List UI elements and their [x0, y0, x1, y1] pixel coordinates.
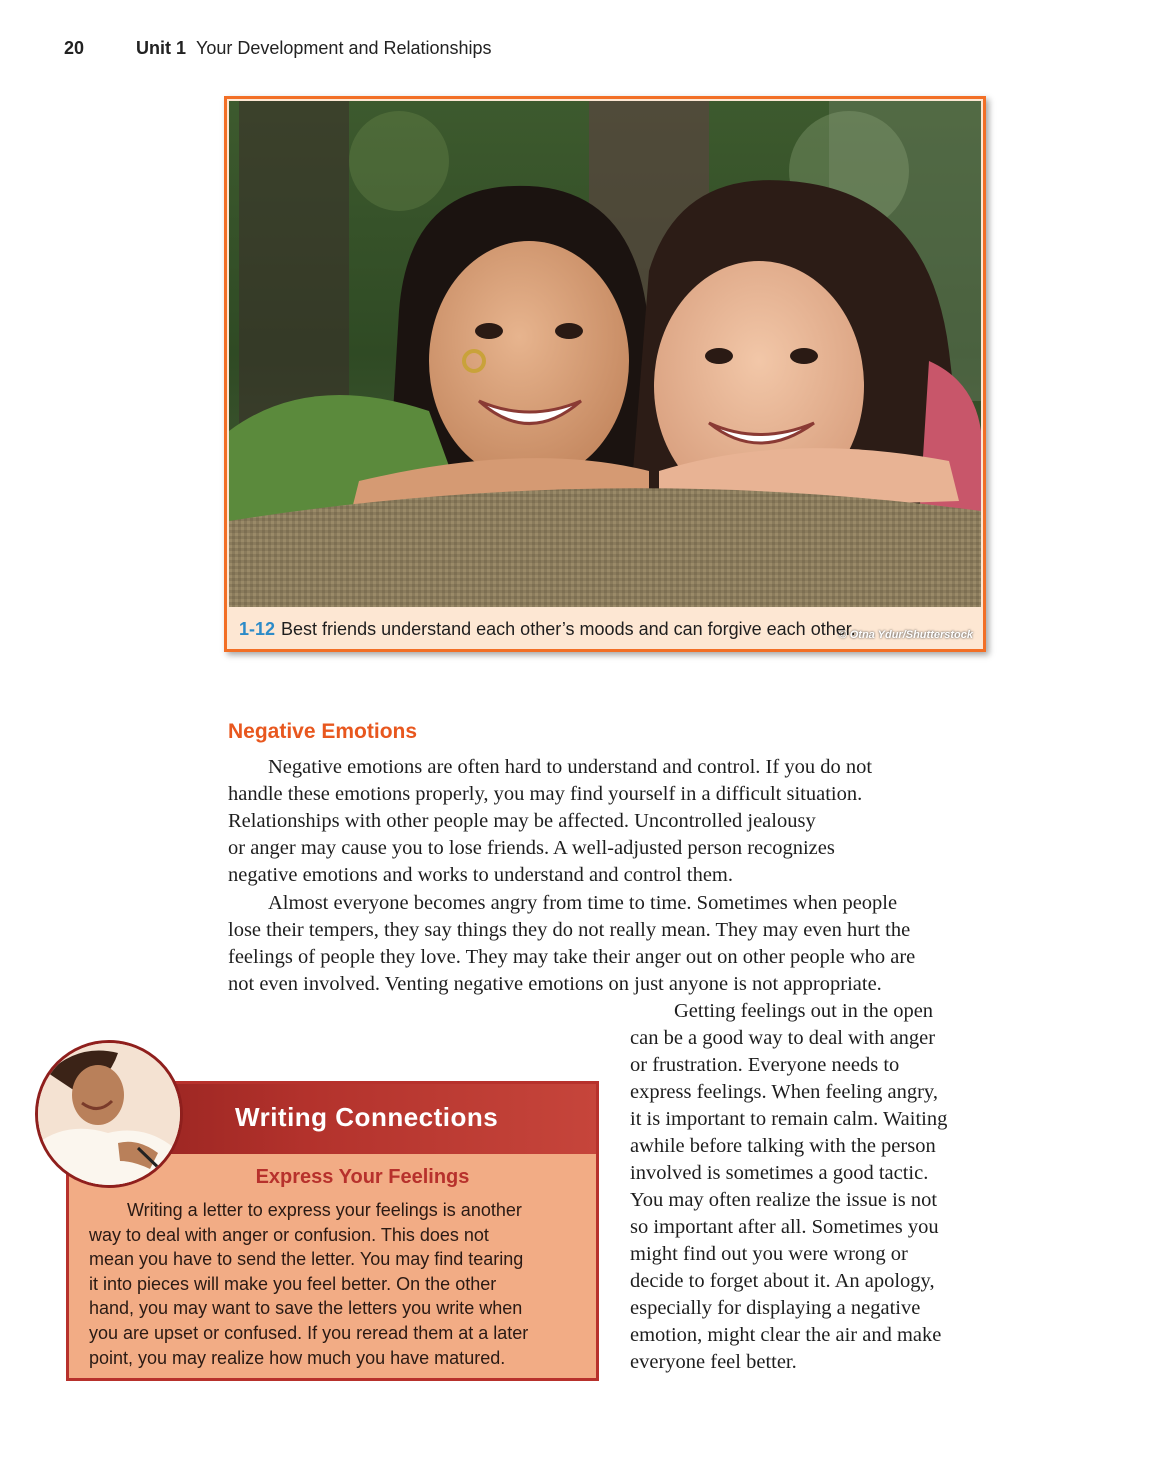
body-paragraph-3	[630, 998, 992, 1376]
text-line: might find out you were wrong or	[630, 1243, 908, 1265]
text-line: Getting feelings out in the open	[674, 1000, 934, 1022]
text-line: decide to forget about it. An apology,	[630, 1270, 935, 1292]
text-line: so important after all. Sometimes you	[630, 1216, 939, 1238]
friends-photo	[229, 101, 981, 607]
text-line: lose their tempers, they say things they do not really mean. They may even hurt the	[228, 919, 911, 941]
text-line: feelings of people they love. They may take their anger out on other people who are	[228, 946, 916, 968]
text-line: not even involved. Venting negative emotions on just anyone is not appropriate.	[228, 973, 882, 995]
figure-caption-text: Best friends understand each other’s moods and can forgive each other.	[281, 619, 856, 639]
figure-caption	[239, 619, 856, 640]
text-line: or anger may cause you to lose friends. A well-adjusted person recognizes	[228, 837, 835, 859]
text-line: Relationships with other people may be affected. Uncontrolled jealousy	[228, 810, 816, 832]
text-line: you are upset or confused. If you reread them at a later	[89, 1322, 529, 1343]
text-line: negative emotions and works to understand and control them.	[228, 864, 733, 886]
writing-connections-text	[89, 1198, 583, 1370]
text-line: can be a good way to deal with anger	[630, 1027, 936, 1049]
text-line: especially for displaying a negative	[630, 1297, 921, 1319]
writing-woman-photo	[35, 1040, 183, 1188]
text-line: or frustration. Everyone needs to	[630, 1054, 900, 1076]
text-line: express feelings. When feeling angry,	[630, 1081, 938, 1103]
writing-woman-icon	[38, 1043, 180, 1185]
unit-label: Unit 1	[136, 38, 187, 58]
page-number: 20	[64, 38, 85, 58]
figure-number: 1-12	[239, 619, 276, 639]
text-line: Negative emotions are often hard to understand and control. If you do not	[268, 756, 873, 778]
text-line: everyone feel better.	[630, 1351, 797, 1373]
running-header	[64, 38, 492, 59]
figure-1-12	[224, 96, 986, 652]
writing-connections-title: Writing Connections	[235, 1102, 499, 1132]
unit-title: Your Development and Relationships	[196, 38, 492, 58]
text-line: hand, you may want to save the letters you write when	[89, 1298, 523, 1319]
writing-connections-subtitle: Express Your Feelings	[255, 1166, 470, 1188]
text-line: it is important to remain calm. Waiting	[630, 1108, 948, 1130]
text-line: point, you may realize how much you have matured.	[89, 1347, 506, 1368]
photo-credit: © Otna Ydur/Shutterstock	[838, 629, 973, 641]
text-line: way to deal with anger or confusion. This does not	[89, 1224, 489, 1245]
text-line: involved is sometimes a good tactic.	[630, 1162, 929, 1184]
text-line: handle these emotions properly, you may find yourself in a difficult situation.	[228, 783, 863, 805]
section-heading: Negative Emotions	[228, 720, 418, 743]
text-line: awhile before talking with the person	[630, 1135, 936, 1157]
text-line: Almost everyone becomes angry from time to time. Sometimes when people	[268, 892, 898, 914]
text-line: You may often realize the issue is not	[630, 1189, 938, 1211]
text-line: it into pieces will make you feel better. On the other	[89, 1273, 497, 1294]
body-paragraph-1	[228, 754, 990, 889]
text-line: mean you have to send the letter. You may find tearing	[89, 1249, 524, 1270]
text-line: Writing a letter to express your feelings is another	[127, 1200, 522, 1220]
text-line: emotion, might clear the air and make	[630, 1324, 942, 1346]
body-paragraph-2	[228, 890, 990, 998]
